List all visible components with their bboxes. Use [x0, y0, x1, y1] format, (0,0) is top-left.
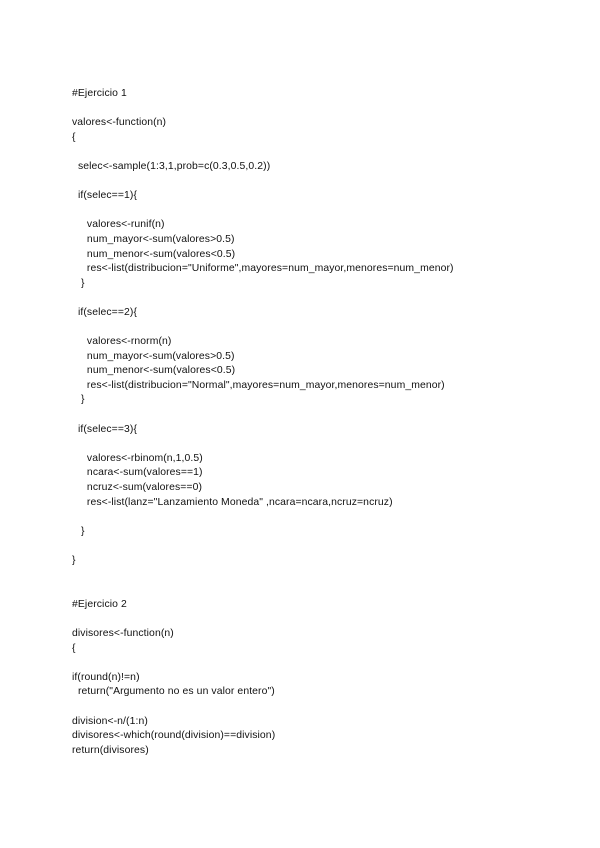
code-line: num_mayor<-sum(valores>0.5)	[72, 233, 235, 245]
blank-line	[72, 175, 572, 190]
code-line: selec<-sample(1:3,1,prob=c(0.3,0.5,0.2))	[72, 160, 271, 172]
code-line: }	[72, 277, 85, 289]
code-line: }	[72, 555, 76, 566]
code-line: return(divisores)	[72, 744, 149, 756]
code-line: #Ejercicio 2	[72, 598, 127, 610]
blank-line	[72, 408, 572, 423]
code-line: return("Argumento no es un valor entero")	[72, 686, 275, 698]
code-line: valores<-function(n)	[72, 117, 167, 129]
code-line: }	[72, 525, 85, 537]
code-line: if(selec==1){	[72, 190, 138, 202]
code-line: res<-list(distribucion="Uniforme",mayores=num_mayor,menores=num_menor)	[72, 263, 454, 275]
code-line: }	[72, 394, 85, 406]
blank-line	[72, 321, 572, 336]
code-line: {	[72, 642, 76, 654]
code-block	[72, 87, 572, 758]
code-line: division<-n/(1:n)	[72, 715, 148, 727]
blank-line	[72, 539, 572, 554]
code-line: num_menor<-sum(valores<0.5)	[72, 365, 236, 377]
blank-line	[72, 291, 572, 306]
blank-line	[72, 145, 572, 160]
code-line: divisores<-which(round(division)==division)	[72, 730, 276, 742]
code-line: {	[72, 131, 76, 143]
blank-line	[72, 102, 572, 117]
code-line: ncara<-sum(valores==1)	[72, 467, 203, 479]
blank-line	[72, 656, 572, 671]
code-line: valores<-runif(n)	[72, 219, 165, 231]
code-line: res<-list(lanz="Lanzamiento Moneda" ,ncara=ncara,ncruz=ncruz)	[72, 496, 393, 508]
blank-line	[72, 700, 572, 715]
code-line: num_menor<-sum(valores<0.5)	[72, 248, 236, 260]
blank-line	[72, 437, 572, 452]
code-line: res<-list(distribucion="Normal",mayores=num_mayor,menores=num_menor)	[72, 379, 445, 391]
code-line: if(round(n)!=n)	[72, 671, 140, 683]
code-line: divisores<-function(n)	[72, 627, 174, 639]
blank-line	[72, 583, 572, 598]
blank-line	[72, 510, 572, 525]
code-line: #Ejercicio 1	[72, 88, 127, 99]
blank-line	[72, 204, 572, 219]
code-line: ncruz<-sum(valores==0)	[72, 482, 203, 494]
code-line: num_mayor<-sum(valores>0.5)	[72, 350, 235, 362]
blank-line	[72, 569, 572, 584]
code-line: if(selec==3){	[72, 423, 138, 435]
code-line: valores<-rbinom(n,1,0.5)	[72, 452, 203, 464]
code-line: valores<-rnorm(n)	[72, 336, 172, 348]
blank-line	[72, 612, 572, 627]
code-line: if(selec==2){	[72, 306, 138, 318]
